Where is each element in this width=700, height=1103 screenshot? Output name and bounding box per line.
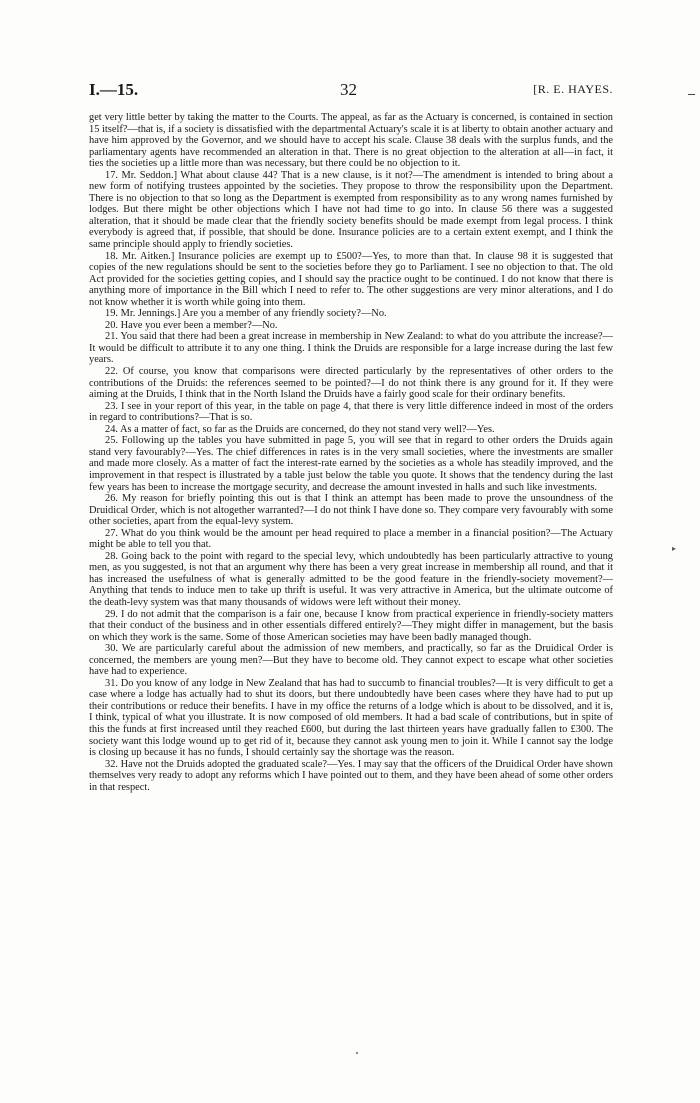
paragraph-q29: 29. I do not admit that the comparison is a fair one, because I know from practical experience in friendly-society matters that their conduct of the business and in other essentials differed entirely?—They might differ in management, but the basis on which they work is the same. Some of those American societies may have been badly managed though. [89, 608, 613, 643]
paragraph-q22: 22. Of course, you know that comparisons were directed particularly by the representatives of other orders to the contributions of the Druids: the references seemed to be pointed?—I do not think there is any ground for it. If they were aiming at the Druids, I think that in the North Island the Druids have a fairly good scale for their ordinary benefits. [89, 366, 613, 401]
testimony-body [89, 112, 613, 793]
paragraph-q31: 31. Do you know of any lodge in New Zealand that has had to succumb to financial troubles?—It is very difficult to get a case where a lodge has actually had to shut its doors, but there undoubtedly have been cases where they have had to put up their contributions or reduce their benefits. I have in my office the returns of a lodge which is about to be dissolved, and it is, I think, typical of what you illustrate. It is now composed of old members. It had a bad scale of contributions, but in spite of this the funds at first increased until they reached £600, but during the last thirteen years have gradually fallen to £300. The society want this lodge wound up to get rid of it, because they cannot ask young men to join it. While I cannot say the lodge is closing up because it has no funds, I should certainly say the shortage was the reason. [89, 677, 613, 759]
paragraph-q26: 26. My reason for briefly pointing this out is that I think an attempt has been made to prove the unsoundness of the Druidical Order, which is not altogether warranted?—I do not think I have done so. They compare very favourably with some other societies, apart from the equal-levy system. [89, 493, 613, 528]
witness-name: [R. E. HAYES. [533, 82, 613, 96]
paragraph-q21: 21. You said that there had been a great increase in membership in New Zealand: to what do you attribute the increase?—It would be difficult to attribute it to any one thing. I think the Druids are responsible for a large increase during the last few years. [89, 331, 613, 366]
page-header [89, 80, 613, 100]
paragraph-q20: 20. Have you ever been a member?—No. [105, 319, 278, 331]
page-number: 32 [340, 80, 357, 99]
paragraph-continued: get very little better by taking the matter to the Courts. The appeal, as far as the Actuary is concerned, is contained in section 15 itself?—that is, if a society is dissatisfied with the departmental Actuary's scale it is at liberty to obtain another actuary and have him approved by the Governor, and we should have to accept his scale. Clause 38 deals with the surplus funds, and the parliamentary agents have recommended an alteration in that. There is no great objection to the alteration at all—in fact, it ties the societies up a little more than was necessary, but there could be no objection to it. [89, 112, 613, 170]
paragraph-q27: 27. What do you think would be the amount per head required to place a member in a financial position?—The Actuary might be able to tell you that. [89, 527, 613, 551]
page-dot-mark [356, 1052, 358, 1054]
paragraph-q23: 23. I see in your report of this year, in the table on page 4, that there is very little difference indeed in most of the orders in regard to contributions?—That is so. [89, 400, 613, 424]
paragraph-q24: 24. As a matter of fact, so far as the Druids are concerned, do they not stand very well?—Yes. [105, 423, 495, 435]
paragraph-q28: 28. Going back to the point with regard to the special levy, which undoubtedly has been particularly attractive to young men, as you suggested, is not that an argument why there has been a very great increase in membership all round, and that it has increased the usefulness of what is generally admitted to be the good feature in the friendly-society movement?—Anything that tends to induce men to take up thrift is useful. It was very attractive in America, but the ultimate outcome of the death-levy system was that many thousands of widows were left without their money. [89, 550, 613, 608]
paragraph-q25: 25. Following up the tables you have submitted in page 5, you will see that in regard to other orders the Druids again stand very favourably?—Yes. The chief differences in rates is in the very small societies, where the investments are smaller and made more closely. As a matter of fact the interest-rate earned by the societies as a whole has steadily improved, and the improvement in that respect is illustrated by a table just below the table you quote. It shows that the tendency during the last few years has been to increase the mortgage security, and decrease the amount invested in halls and such like investments. [89, 435, 613, 493]
paragraph-q32: 32. Have not the Druids adopted the graduated scale?—Yes. I may say that the officers of the Druidical Order have shown themselves very ready to adopt any reforms which I have pointed out to them, and they have been ahead of some other orders in that respect. [89, 758, 613, 793]
paragraph-q18: 18. Mr. Aitken.] Insurance policies are exempt up to £500?—Yes, to more than that. In clause 98 it is suggested that copies of the new regulations should be sent to the societies before they go to Parliament. I see no objection to that. The old Act provided for the societies getting copies, and I should say the practice ought to be continued. I do not know that there is anything more of importance in the Bill which I need to refer to. The other suggestions are very minor alterations, and I do not know whether it is worth while going into them. [89, 250, 613, 308]
paragraph-q17: 17. Mr. Seddon.] What about clause 44? That is a new clause, is it not?—The amendment is intended to bring about a new form of notifying trustees appointed by the societies. They propose to throw the responsibility upon the Department. There is no objection to that so long as the Department is exempted from responsibility as to any wrong names furnished by lodges. But there might be other objections which I have not had time to go into. In clause 56 there was a suggested alteration, that it should be made clear that the friendly society benefits should be made exempt from legal process. I think everybody is agreed that, if possible, that should be done. Insurance policies are to a certain extent exempt, and I think the same principle should apply to friendly societies. [89, 169, 613, 251]
margin-tick-mark [688, 94, 695, 95]
paragraph-q19: 19. Mr. Jennings.] Are you a member of any friendly society?—No. [105, 308, 387, 320]
margin-arrow-mark: ▸ [672, 544, 677, 553]
document-reference: I.—15. [89, 80, 139, 99]
paragraph-q30: 30. We are particularly careful about the admission of new members, and practically, so far as the Druidical Order is concerned, the members are young men?—But they have to become old. They cannot expect to escape what other societies have had to experience. [89, 643, 613, 678]
